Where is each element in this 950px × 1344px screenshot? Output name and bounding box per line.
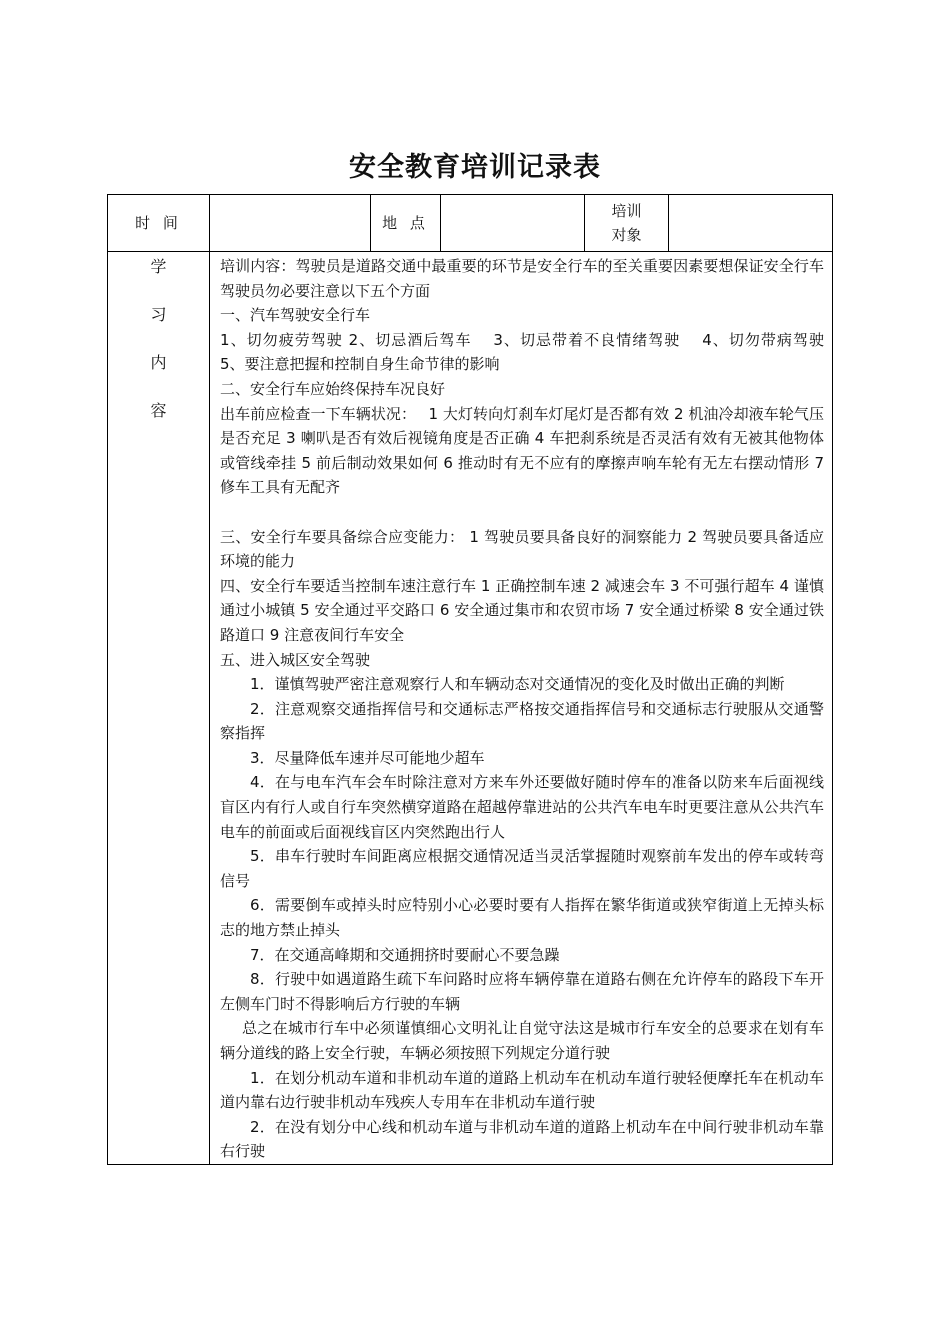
time-label: 时 间 xyxy=(108,195,210,252)
document-title: 安全教育培训记录表 xyxy=(349,152,601,183)
place-value-cell[interactable] xyxy=(441,195,585,252)
study-content-char: 容 xyxy=(150,401,167,420)
section-2-title: 二、安全行车应始终保持车况良好 xyxy=(220,379,446,398)
training-target-label-line1: 培训 xyxy=(611,202,642,220)
training-record-table xyxy=(107,194,844,1165)
summary-paragraph: 总之在城市行车中必须谨慎细心文明礼让自觉守法这是城市行车安全的总要求在划有车辆分道线的路上安全行驶，车辆必须按照下列规定分道行驶 xyxy=(220,1019,824,1062)
section-5-title: 五、进入城区安全驾驶 xyxy=(220,650,371,669)
header-row xyxy=(108,195,833,252)
section-5-item: 6．需要倒车或掉头时应特别小心必要时要有人指挥在繁华街道或狭窄街道上无掉头标志的地方禁止掉头 xyxy=(220,896,824,940)
section-4: 四、安全行车要适当控制车速注意行车 1 正确控制车速 2 减速会车 3 不可强行超车 4 谨慎通过小城镇 5 安全通过平交路口 6 安全通过集市和农贸市场 7 安全通过桥梁 8 安全通过铁路道口 9 注意夜间行车安全 xyxy=(220,576,824,644)
training-target-value-cell[interactable] xyxy=(669,195,833,252)
section-5-item: 1．谨慎驾驶严密注意观察行人和车辆动态对交通情况的变化及时做出正确的判断 xyxy=(250,675,785,694)
section-5-item: 4．在与电车汽车会车时除注意对方来车外还要做好随时停车的准备以防来车后面视线盲区内有行人或自行车突然横穿道路在超越停靠进站的公共汽车电车时更要注意从公共汽车电车的前面或后面视线盲区内突然跑出行人 xyxy=(220,773,824,841)
study-content-char: 学 xyxy=(150,257,167,276)
section-2-body: 出车前应检查一下车辆状况： 1 大灯转向灯刹车灯尾灯是否都有效 2 机油冷却液车轮气压是否充足 3 喇叭是否有效后视镜角度是否正确 4 车把刹系统是否灵活有效有无被其他物体或管线牵挂 5 前后制动效果如何 6 推动时有无不应有的摩擦声响车轮有无左右摆动情形 7 修车工具有无配齐 xyxy=(220,404,824,497)
time-value-cell[interactable] xyxy=(210,195,371,252)
section-5-item: 8．行驶中如遇道路生疏下车问路时应将车辆停靠在道路右侧在允许停车的路段下车开左侧车门时不得影响后方行驶的车辆 xyxy=(220,970,824,1013)
section-5-item: 2．注意观察交通指挥信号和交通标志严格按交通指挥信号和交通标志行驶服从交通警察指挥 xyxy=(220,699,824,743)
study-content-char: 习 xyxy=(150,305,167,324)
study-content-char: 内 xyxy=(150,353,167,372)
lane-rule-item: 1．在划分机动车道和非机动车道的道路上机动车在机动车道行驶轻便摩托车在机动车道内靠右边行驶非机动车残疾人专用车在非机动车道行驶 xyxy=(220,1068,824,1112)
content-intro: 培训内容：驾驶员是道路交通中最重要的环节是安全行车的至关重要因素要想保证安全行车驾驶员勿必要注意以下五个方面 xyxy=(220,257,824,300)
content-row xyxy=(108,252,833,1165)
section-1-title: 一、汽车驾驶安全行车 xyxy=(220,306,371,325)
blank-line xyxy=(220,500,824,525)
section-5-item: 3．尽量降低车速并尽可能地少超车 xyxy=(250,748,485,767)
section-3: 三、安全行车要具备综合应变能力： 1 驾驶员要具备良好的洞察能力 2 驾驶员要具备适应环境的能力 xyxy=(220,527,824,571)
section-1-body: 1、切勿疲劳驾驶 2、切忌酒后驾车 3、切忌带着不良情绪驾驶 4、切勿带病驾驶 5、要注意把握和控制自身生命节律的影响 xyxy=(220,330,844,374)
study-content-body xyxy=(210,252,844,1165)
section-5-item: 5．串车行驶时车间距离应根据交通情况适当灵活掌握随时观察前车发出的停车或转弯信号 xyxy=(220,847,824,890)
training-target-label-line2: 对象 xyxy=(611,226,642,244)
place-label: 地 点 xyxy=(371,195,441,252)
lane-rule-item: 2．在没有划分中心线和机动车道与非机动车道的道路上机动车在中间行驶非机动车靠右行驶 xyxy=(220,1117,824,1161)
section-5-item: 7．在交通高峰期和交通拥挤时要耐心不要急躁 xyxy=(250,945,560,964)
training-target-label xyxy=(585,195,669,252)
study-content-label xyxy=(108,252,210,1165)
